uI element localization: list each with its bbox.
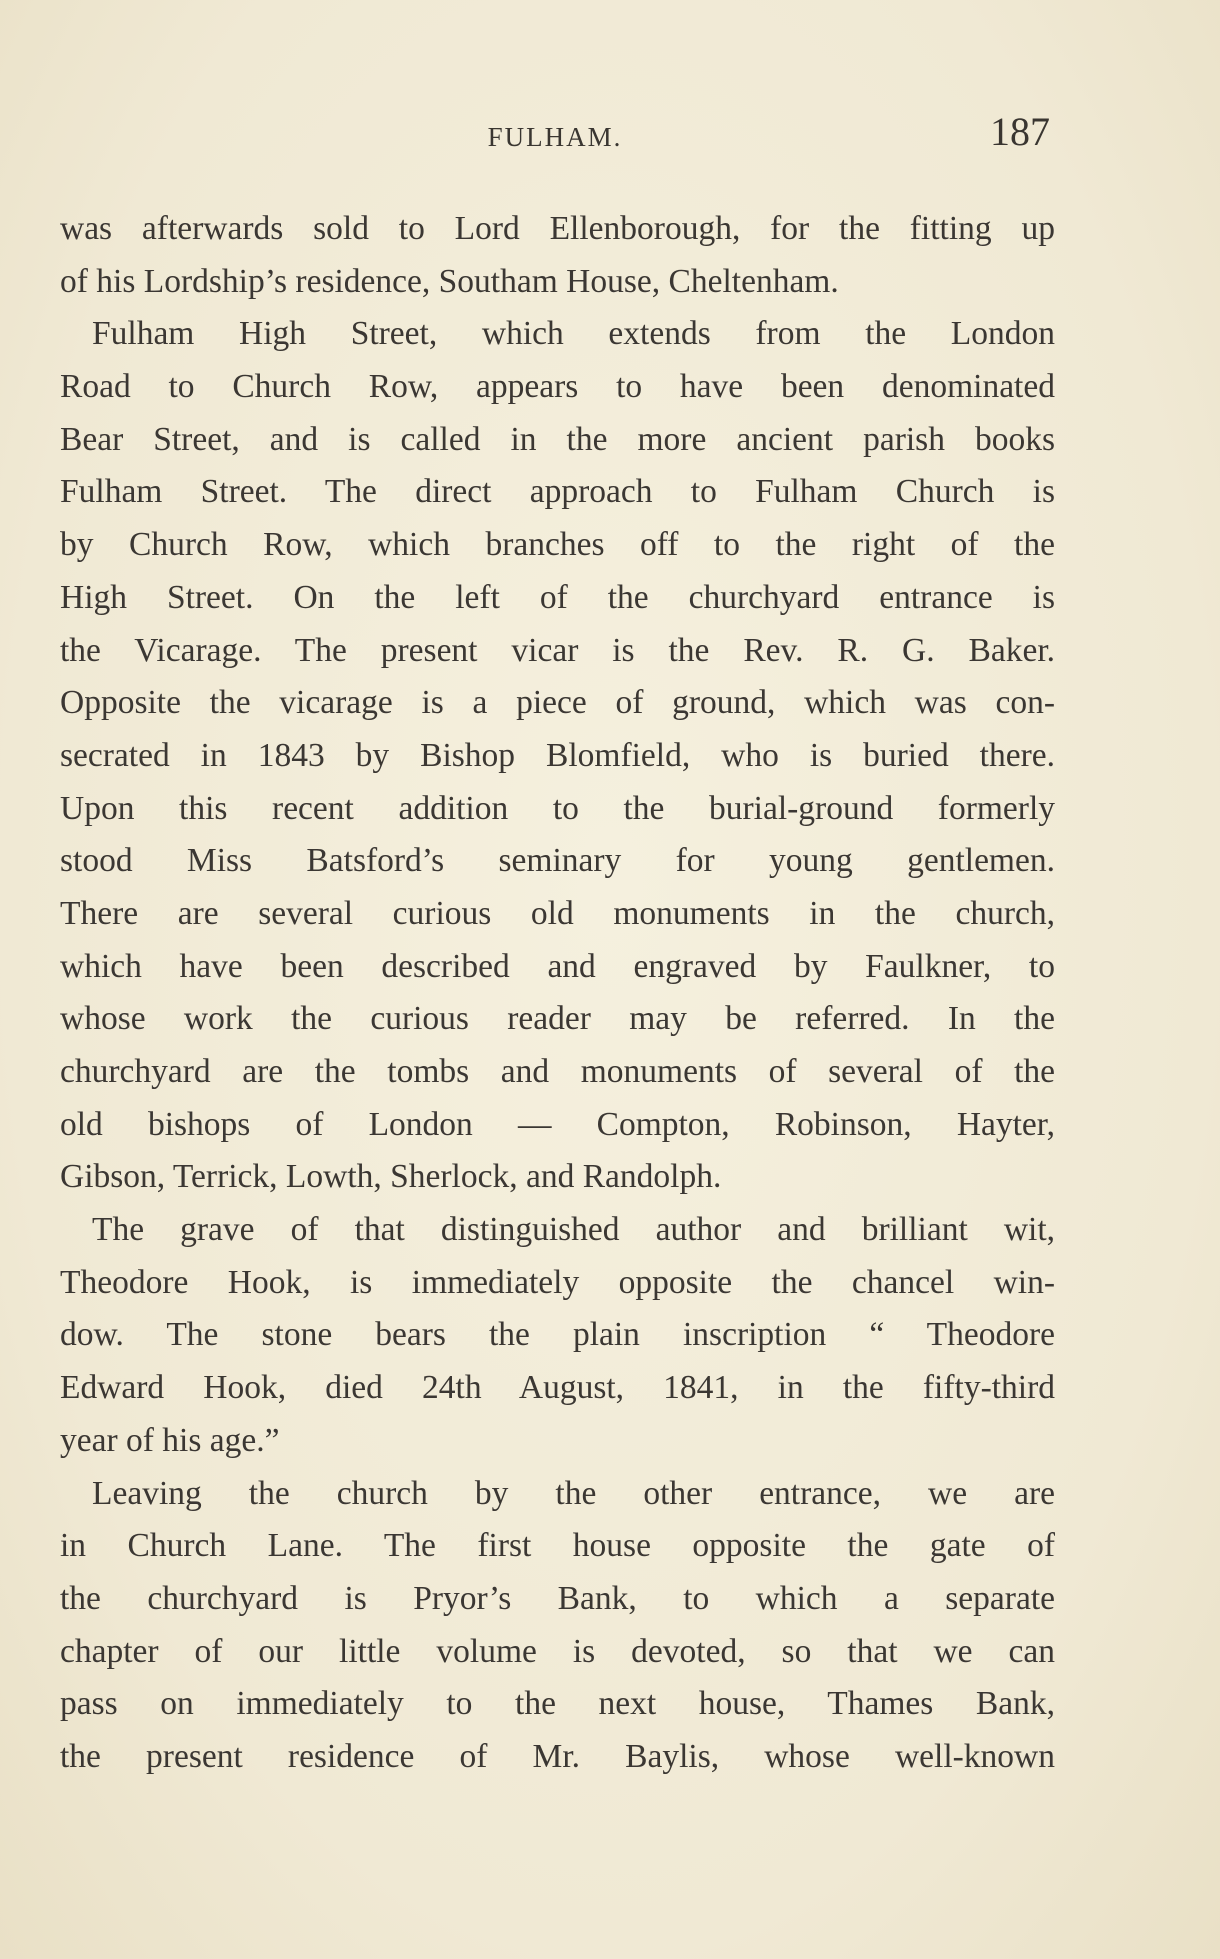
text-line: Fulham Street. The direct approach to Fulham Church is [60, 473, 1055, 511]
paragraph [60, 203, 1055, 308]
text-line: There are several curious old monuments in the church, [60, 894, 1055, 932]
text-line: whose work the curious reader may be referred. In the [60, 1000, 1055, 1038]
page-number: 187 [990, 109, 1050, 154]
text-line: chapter of our little volume is devoted, so that we can [60, 1632, 1055, 1670]
text-line: was afterwards sold to Lord Ellenborough, for the fitting up [60, 210, 1055, 247]
text-line: the present residence of Mr. Baylis, whose well-known [60, 1737, 1055, 1775]
text-line: High Street. On the left of the churchyard entrance is [60, 578, 1055, 616]
text-line: churchyard are the tombs and monuments of several of the [60, 1053, 1055, 1090]
text-line: Upon this recent addition to the burial-ground formerly [60, 789, 1055, 827]
paragraph [60, 308, 1055, 1204]
text-line: stood Miss Batsford’s seminary for young gentlemen. [60, 842, 1055, 880]
text-line: old bishops of London — Compton, Robinson, Hayter, [60, 1105, 1055, 1143]
text-line: Fulham High Street, which extends from the London [92, 315, 1055, 353]
text-line: Bear Street, and is called in the more ancient parish books [60, 420, 1055, 458]
text-line: The grave of that distinguished author and brilliant wit, [92, 1211, 1055, 1249]
text-line: of his Lordship’s residence, Southam House, Cheltenham. [60, 262, 839, 300]
text-line: Gibson, Terrick, Lowth, Sherlock, and Randolph. [60, 1158, 722, 1196]
text-line: Leaving the church by the other entrance, we are [92, 1474, 1055, 1512]
paragraph [60, 1468, 1055, 1784]
text-line: Opposite the vicarage is a piece of ground, which was con- [60, 684, 1055, 722]
text-line: which have been described and engraved by Faulkner, to [60, 947, 1055, 985]
text-line: secrated in 1843 by Bishop Blomfield, who is buried there. [60, 736, 1055, 774]
text-line: Theodore Hook, is immediately opposite the chancel win- [60, 1263, 1055, 1301]
paragraph [60, 1204, 1055, 1467]
page-header [60, 108, 1050, 164]
text-line: the churchyard is Pryor’s Bank, to which a separate [60, 1579, 1055, 1617]
text-line: Edward Hook, died 24th August, 1841, in the fifty-third [60, 1369, 1055, 1407]
text-line: pass on immediately to the next house, Thames Bank, [60, 1685, 1055, 1723]
text-line: in Church Lane. The first house opposite the gate of [60, 1527, 1055, 1565]
text-line: Road to Church Row, appears to have been denominated [60, 368, 1055, 406]
text-line: the Vicarage. The present vicar is the Rev. R. G. Baker. [60, 631, 1055, 669]
text-line: year of his age.” [60, 1421, 280, 1459]
text-line: by Church Row, which branches off to the right of the [60, 526, 1055, 564]
running-head: FULHAM. [487, 122, 623, 152]
text-line: dow. The stone bears the plain inscription “ Theodore [60, 1316, 1055, 1354]
body-text [60, 203, 1055, 1784]
